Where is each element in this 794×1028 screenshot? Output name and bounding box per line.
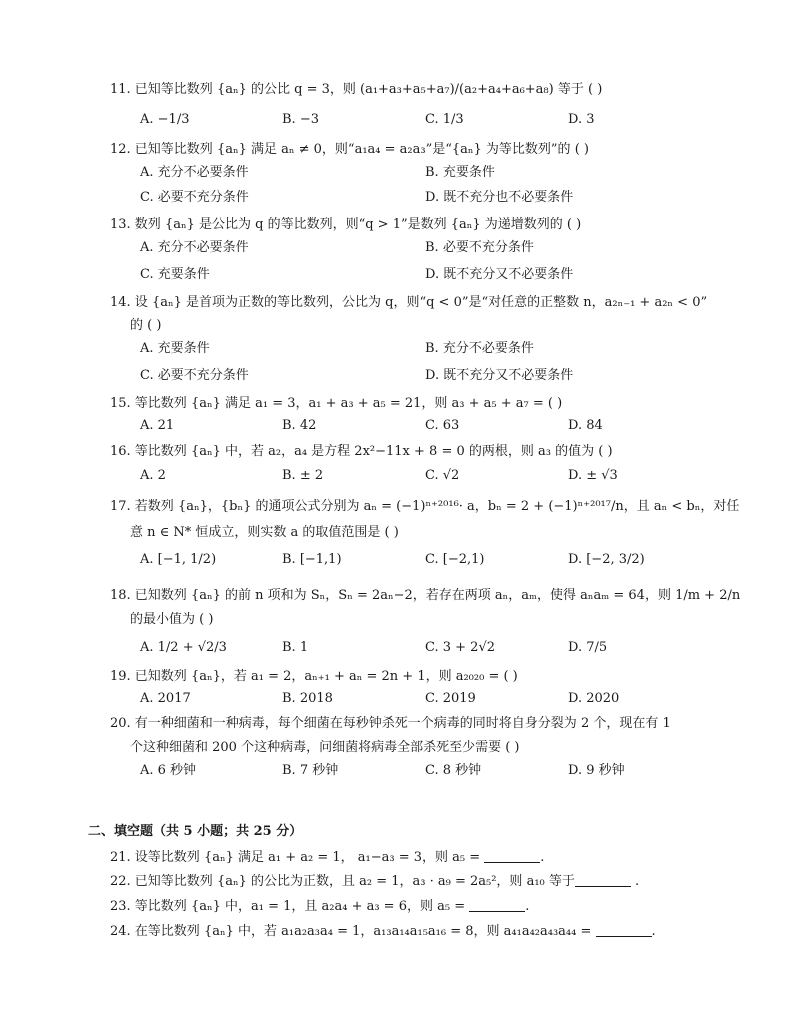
- q21-end: .: [540, 850, 545, 865]
- q13-option-c: C. 充要条件: [140, 267, 210, 282]
- question-14-stem-cont: 的 ( ): [130, 318, 162, 333]
- q14-option-c: C. 必要不充分条件: [140, 368, 249, 383]
- q14-option-d: D. 既不充分又不必要条件: [425, 368, 574, 383]
- q20-option-a: A. 6 秒钟: [140, 763, 197, 778]
- question-24-stem: [110, 922, 710, 942]
- q11-option-a: A. −1/3: [140, 112, 190, 127]
- question-11-stem: 11. 已知等比数列 {aₙ} 的公比 q = 3，则 (a₁+a₃+a₅+a₇)/(a₂+a₄+a₆+a₈) 等于 ( ): [110, 82, 603, 97]
- q19-option-d: D. 2020: [568, 691, 620, 706]
- question-15-stem: 15. 等比数列 {aₙ} 满足 a₁ = 3，a₁ + a₃ + a₅ = 21，则 a₃ + a₅ + a₇ = ( ): [110, 396, 563, 411]
- q14-option-a: A. 充要条件: [140, 341, 210, 356]
- q16-option-a: A. 2: [140, 468, 166, 483]
- section-2-title: 二、填空题（共 5 小题；共 25 分）: [88, 824, 303, 839]
- q13-option-d: D. 既不充分又不必要条件: [425, 267, 574, 282]
- q15-option-c: C. 63: [425, 418, 460, 433]
- question-12-stem: 12. 已知等比数列 {aₙ} 满足 aₙ ≠ 0，则“a₁a₄ = a₂a₃”是“{aₙ} 为等比数列”的 ( ): [110, 142, 589, 157]
- q16-option-b: B. ± 2: [282, 468, 324, 483]
- q12-option-d: D. 既不充分也不必要条件: [425, 190, 574, 205]
- q15-option-a: A. 21: [140, 418, 175, 433]
- q21-answer-blank[interactable]: [484, 850, 540, 863]
- question-17-stem-cont: 意 n ∈ N* 恒成立，则实数 a 的取值范围是 ( ): [130, 525, 399, 540]
- q12-option-a: A. 充分不必要条件: [140, 165, 249, 180]
- q23-end: .: [525, 899, 530, 914]
- q17-option-b: B. [−1,1): [282, 552, 342, 567]
- q23-answer-blank[interactable]: [469, 899, 525, 912]
- q19-option-c: C. 2019: [425, 691, 476, 706]
- question-18-stem-cont: 的最小值为 ( ): [130, 612, 214, 627]
- question-17-stem: 17. 若数列 {aₙ}，{bₙ} 的通项公式分别为 aₙ = (−1)ⁿ⁺²⁰¹⁶· a，bₙ = 2 + (−1)ⁿ⁺²⁰¹⁷/n，且 aₙ < bₙ，对任: [110, 499, 740, 514]
- q11-option-b: B. −3: [282, 112, 319, 127]
- question-18-stem: 18. 已知数列 {aₙ} 的前 n 项和为 Sₙ，Sₙ = 2aₙ−2，若存在两项 aₙ，aₘ，使得 aₙaₘ = 64，则 1/m + 2/n: [110, 588, 741, 603]
- q11-option-d: D. 3: [568, 112, 595, 127]
- q24-end: .: [651, 924, 656, 939]
- q12-option-c: C. 必要不充分条件: [140, 190, 249, 205]
- q16-option-c: C. √2: [425, 468, 460, 483]
- question-22-stem: [110, 872, 710, 892]
- q17-option-d: D. [−2, 3/2): [568, 552, 645, 567]
- q14-option-b: B. 充分不必要条件: [425, 341, 534, 356]
- q18-option-b: B. 1: [282, 640, 309, 655]
- question-14-stem: 14. 设 {aₙ} 是首项为正数的等比数列，公比为 q，则“q < 0”是“对任意的正整数 n，a₂ₙ₋₁ + a₂ₙ < 0”: [110, 295, 708, 310]
- question-19-stem: 19. 已知数列 {aₙ}，若 a₁ = 2，aₙ₊₁ + aₙ = 2n + 1，则 a₂₀₂₀ = ( ): [110, 669, 518, 684]
- q20-option-b: B. 7 秒钟: [282, 763, 339, 778]
- q18-option-a: A. 1/2 + √2/3: [140, 640, 227, 655]
- q17-option-a: A. [−1, 1/2): [140, 552, 217, 567]
- q24-answer-blank[interactable]: [596, 924, 652, 937]
- q19-option-b: B. 2018: [282, 691, 333, 706]
- q15-option-d: D. 84: [568, 418, 603, 433]
- q20-option-c: C. 8 秒钟: [425, 763, 482, 778]
- question-20-stem: 20. 有一种细菌和一种病毒，每个细菌在每秒钟杀死一个病毒的同时将自身分裂为 2 个，现在有 1: [110, 716, 671, 731]
- q12-option-b: B. 充要条件: [425, 165, 495, 180]
- question-21-stem: [110, 848, 710, 868]
- question-23-stem: [110, 897, 710, 917]
- q22-end: .: [630, 874, 640, 889]
- q15-option-b: B. 42: [282, 418, 317, 433]
- q17-option-c: C. [−2,1): [425, 552, 485, 567]
- q20-option-d: D. 9 秒钟: [568, 763, 625, 778]
- q24-text: 24. 在等比数列 {aₙ} 中，若 a₁a₂a₃a₄ = 1，a₁₃a₁₄a₁₅a₁₆ = 8，则 a₄₁a₄₂a₄₃a₄₄ =: [110, 924, 596, 939]
- q13-option-a: A. 充分不必要条件: [140, 240, 249, 255]
- q18-option-d: D. 7/5: [568, 640, 608, 655]
- q13-option-b: B. 必要不充分条件: [425, 240, 534, 255]
- question-13-stem: 13. 数列 {aₙ} 是公比为 q 的等比数列，则“q > 1”是数列 {aₙ} 为递增数列的 ( ): [110, 217, 582, 232]
- q21-text: 21. 设等比数列 {aₙ} 满足 a₁ + a₂ = 1， a₁−a₃ = 3，则 a₅ =: [110, 850, 485, 865]
- q23-text: 23. 等比数列 {aₙ} 中，a₁ = 1，且 a₂a₄ + a₃ = 6，则 a₅ =: [110, 899, 470, 914]
- q18-option-c: C. 3 + 2√2: [425, 640, 496, 655]
- q22-text: 22. 已知等比数列 {aₙ} 的公比为正数，且 a₂ = 1，a₃ · a₉ = 2a₅²，则 a₁₀ 等于: [110, 874, 575, 889]
- q16-option-d: D. ± √3: [568, 468, 618, 483]
- q19-option-a: A. 2017: [140, 691, 191, 706]
- question-20-stem-cont: 个这种细菌和 200 个这种病毒，问细菌将病毒全部杀死至少需要 ( ): [130, 740, 520, 755]
- question-16-stem: 16. 等比数列 {aₙ} 中，若 a₂，a₄ 是方程 2x²−11x + 8 = 0 的两根，则 a₃ 的值为 ( ): [110, 444, 613, 459]
- q22-answer-blank[interactable]: [575, 874, 631, 887]
- q11-option-c: C. 1/3: [425, 112, 464, 127]
